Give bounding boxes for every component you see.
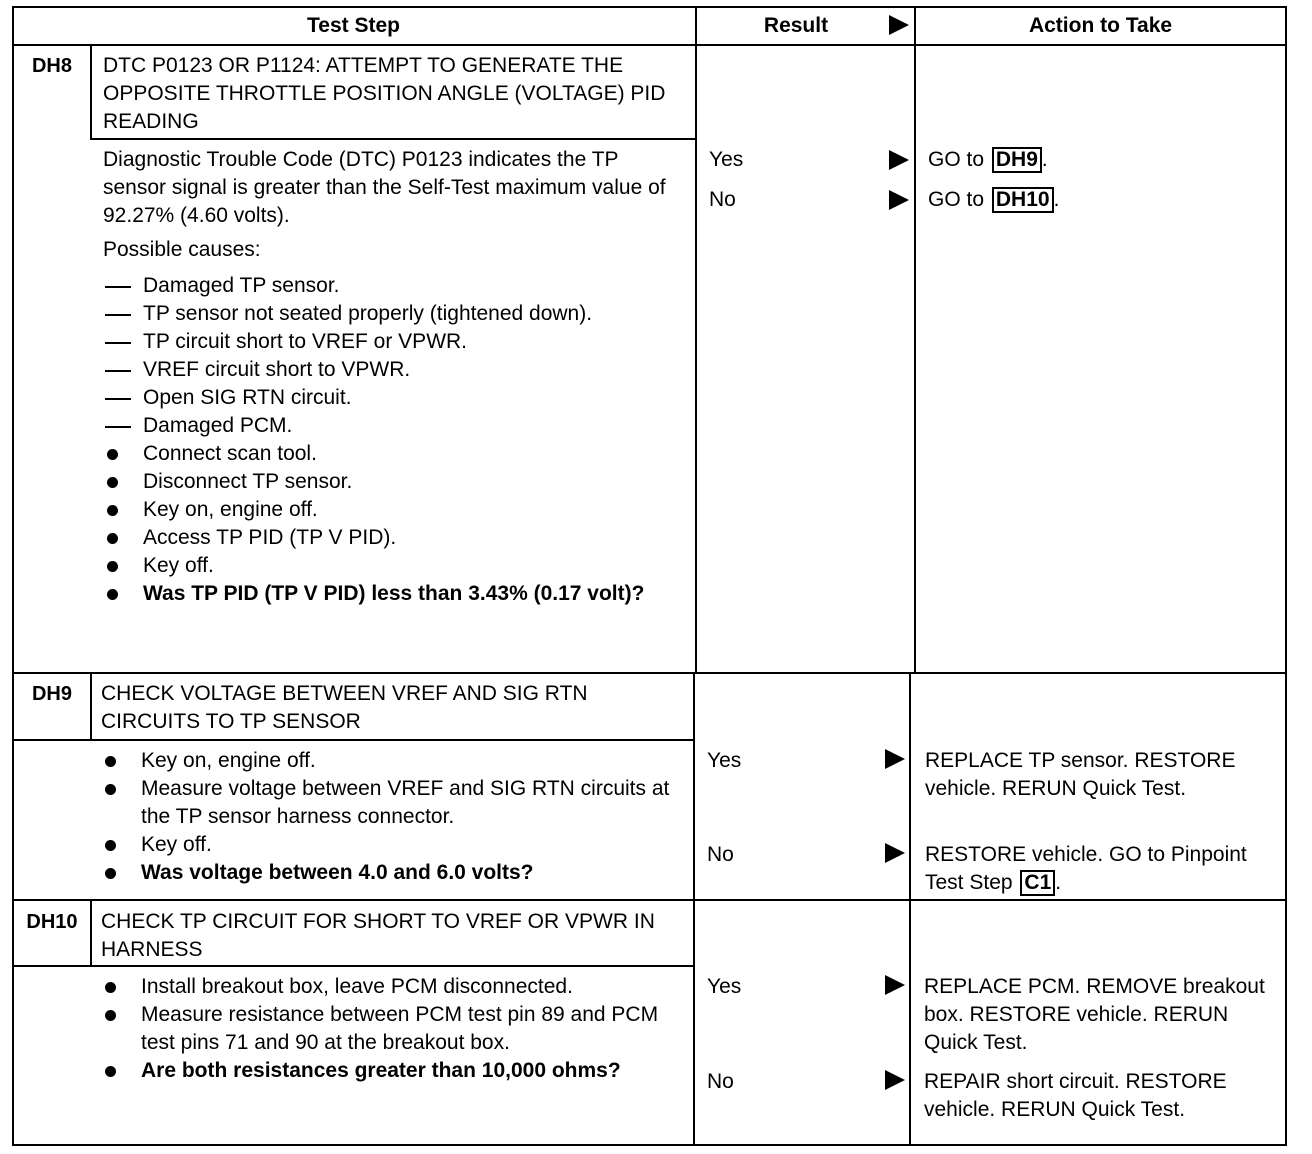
dh9-bullet-list xyxy=(101,747,686,887)
col-divider-result-action-b xyxy=(909,672,911,1146)
diagnostic-table xyxy=(12,6,1287,1148)
dh8-intro: Diagnostic Trouble Code (DTC) P0123 indicates the TP sensor signal is greater than the Self-Test maximum value of 92.27% (4.60 volts). xyxy=(103,148,666,227)
dh9-action-no-suffix: . xyxy=(1055,871,1062,894)
dh9-goto-c1-link[interactable]: C1 xyxy=(1020,870,1055,896)
dh8-cause: TP sensor not seated properly (tightened down). xyxy=(103,300,683,328)
dh10-no-arrow-icon xyxy=(885,1070,905,1090)
dh9-question: Was voltage between 4.0 and 6.0 volts? xyxy=(101,859,686,887)
dh9-step-body xyxy=(101,747,686,887)
row-divider-dh9-dh10 xyxy=(12,899,1287,901)
header-test-step: Test Step xyxy=(307,14,400,37)
dh8-action-no xyxy=(928,186,1059,214)
dh10-title-underline xyxy=(12,965,695,967)
dh10-bullet-list xyxy=(101,973,686,1085)
col-divider-step-result-b xyxy=(693,672,695,1146)
dh8-step-code: DH8 xyxy=(31,55,72,77)
dh8-causes-list xyxy=(103,272,683,440)
dh9-bullet: Key on, engine off. xyxy=(101,747,686,775)
dh9-title-underline xyxy=(12,739,695,741)
dh8-result-no: No xyxy=(709,188,736,211)
dh9-result-yes: Yes xyxy=(707,749,742,772)
dh9-bullet: Measure voltage between VREF and SIG RTN circuits at the TP sensor harness connector. xyxy=(101,775,686,831)
dh8-cause: Open SIG RTN circuit. xyxy=(103,384,683,412)
table-left-border xyxy=(12,6,14,1146)
dh10-yes-arrow-icon xyxy=(885,975,905,995)
dh10-step-title: CHECK TP CIRCUIT FOR SHORT TO VREF OR VPWR IN HARNESS xyxy=(101,910,655,961)
dh8-action-yes-suffix: . xyxy=(1041,148,1048,171)
dh8-action-no-suffix: . xyxy=(1053,188,1060,211)
dh10-question: Are both resistances greater than 10,000 ohms? xyxy=(101,1057,686,1085)
dh10-step-body xyxy=(101,973,686,1085)
dh10-step-code: DH10 xyxy=(26,911,78,933)
dh10-action-no: REPAIR short circuit. RESTORE vehicle. RERUN Quick Test. xyxy=(924,1070,1227,1121)
dh8-bullet-list xyxy=(103,440,683,608)
dh8-bullet: Disconnect TP sensor. xyxy=(103,468,683,496)
dh8-action-no-text: GO to xyxy=(928,188,985,211)
dh8-step-body xyxy=(103,146,683,608)
dh10-action-yes: REPLACE PCM. REMOVE breakout box. RESTORE vehicle. RERUN Quick Test. xyxy=(924,975,1265,1054)
dh8-bullet: Connect scan tool. xyxy=(103,440,683,468)
dh9-step-code: DH9 xyxy=(31,683,72,705)
dh9-action-yes: REPLACE TP sensor. RESTORE vehicle. RERUN Quick Test. xyxy=(925,749,1236,800)
dh8-bullet: Key on, engine off. xyxy=(103,496,683,524)
header-action-to-take: Action to Take xyxy=(1028,14,1173,37)
dh8-code-divider xyxy=(90,44,92,139)
header-result: Result xyxy=(763,14,829,37)
row-divider-dh8-dh9 xyxy=(12,672,1287,674)
table-bottom-border xyxy=(12,1144,1287,1146)
dh8-goto-dh9-link[interactable]: DH9 xyxy=(992,147,1042,173)
dh8-title-underline xyxy=(90,138,695,140)
dh9-yes-arrow-icon xyxy=(885,749,905,769)
dh9-action-no-text: RESTORE vehicle. GO to Pinpoint Test Step xyxy=(925,843,1247,894)
dh8-bullet: Access TP PID (TP V PID). xyxy=(103,524,683,552)
dh8-cause: Damaged TP sensor. xyxy=(103,272,683,300)
dh10-bullet: Measure resistance between PCM test pin 89 and PCM test pins 71 and 90 at the breakout box. xyxy=(101,1001,686,1057)
dh8-yes-arrow-icon xyxy=(889,150,909,170)
dh8-cause: Damaged PCM. xyxy=(103,412,683,440)
dh8-question: Was TP PID (TP V PID) less than 3.43% (0.17 volt)? xyxy=(103,580,683,608)
dh9-bullet: Key off. xyxy=(101,831,686,859)
dh8-action-yes xyxy=(928,146,1048,174)
dh10-bullet: Install breakout box, leave PCM disconnected. xyxy=(101,973,686,1001)
dh8-no-arrow-icon xyxy=(889,190,909,210)
dh8-result-yes: Yes xyxy=(709,148,744,171)
dh8-bullet: Key off. xyxy=(103,552,683,580)
col-divider-step-result-a xyxy=(695,6,697,672)
col-divider-result-action-a xyxy=(914,6,916,672)
header-arrow-icon xyxy=(889,15,909,35)
dh10-code-divider xyxy=(90,899,92,966)
dh8-cause: TP circuit short to VREF or VPWR. xyxy=(103,328,683,356)
dh8-goto-dh10-link[interactable]: DH10 xyxy=(992,187,1054,213)
dh10-result-no: No xyxy=(707,1070,734,1093)
dh8-cause: VREF circuit short to VPWR. xyxy=(103,356,683,384)
dh8-causes-label: Possible causes: xyxy=(103,238,261,261)
dh9-step-title: CHECK VOLTAGE BETWEEN VREF AND SIG RTN CIRCUITS TO TP SENSOR xyxy=(101,682,588,733)
dh9-result-no: No xyxy=(707,843,734,866)
dh9-action-no xyxy=(925,841,1270,897)
dh9-no-arrow-icon xyxy=(885,843,905,863)
dh8-action-yes-text: GO to xyxy=(928,148,985,171)
table-right-border xyxy=(1285,6,1287,1146)
header-divider xyxy=(12,44,1287,46)
dh9-code-divider xyxy=(90,672,92,740)
dh8-step-title: DTC P0123 OR P1124: ATTEMPT TO GENERATE THE OPPOSITE THROTTLE POSITION ANGLE (VOLTAGE) PID READING xyxy=(103,54,666,133)
dh10-result-yes: Yes xyxy=(707,975,742,998)
